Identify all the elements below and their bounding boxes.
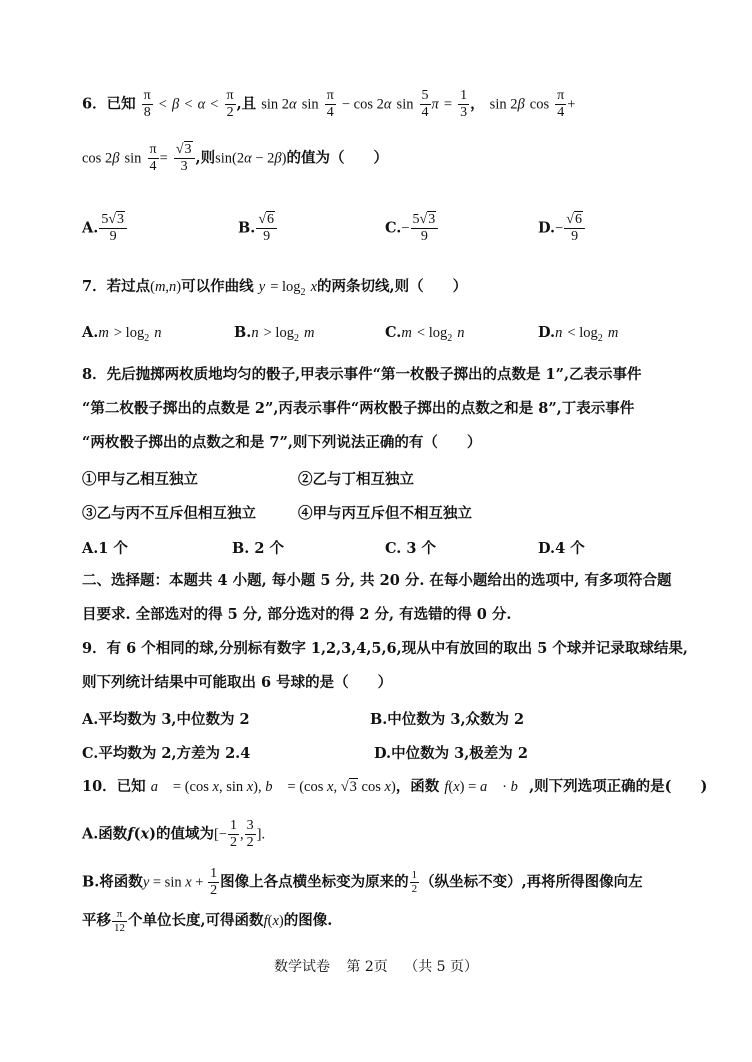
q6-option-b[interactable]: B. $\frac{√6}{9}$: [238, 212, 278, 245]
section2-line2: 目要求. 全部选对的得 5 分, 部分选对的得 2 分, 有选错的得 0 分.: [82, 606, 512, 623]
footer-total: （共 5 页）: [404, 959, 479, 975]
q8-option-a[interactable]: A.1 个: [82, 540, 128, 557]
fraction: $\frac{\pi}{8}$: [143, 88, 151, 121]
q8-option-d[interactable]: D.4 个: [538, 540, 585, 557]
fraction: $\frac{1}{2}$: [229, 818, 237, 851]
q10-option-a[interactable]: A.函数f(x)的值域为[− $\frac{1}{2}$ , $\frac{3}{2}$ ].: [82, 818, 266, 851]
q8-statement-2: ②乙与丁相互独立: [298, 471, 414, 488]
page-footer: [0, 956, 752, 976]
q8-option-c[interactable]: C. 3 个: [385, 540, 437, 557]
q8-line3: “两枚骰子掷出的点数之和是 7”,则下列说法正确的有（ ）: [82, 434, 482, 451]
q9-option-a[interactable]: A.平均数为 3,中位数为 2: [82, 711, 250, 728]
fraction: $\frac{\pi}{4}$: [557, 88, 565, 121]
q6-line1: 6．已知 $\frac{\pi}{8}$ < β < α < $\frac{\pi}{2}$ ,且 sin 2α sin $\frac{\pi}{4}$ − cos 2α sin $\frac{5}{4}$ π = $\frac{1}{3}$ ， sin 2β cos $\frac{\pi}{4}$ +: [82, 88, 576, 121]
q7-option-a[interactable]: $A.m > \log_2 n$: [82, 324, 162, 344]
q7-option-d[interactable]: $D.n < \log_2 m$: [538, 324, 619, 344]
q9-line1: 9．有 6 个相同的球,分别标有数字 1,2,3,4,5,6,现从中有放回的取出 5 个球并记录取球结果,: [82, 640, 688, 657]
q10-option-b-line2: 平移 $\frac{\pi}{12}$ 个单位长度,可得函数f(x)的图像.: [82, 908, 333, 934]
fraction: $\frac{√6}{9}$: [564, 212, 585, 245]
fraction: $\frac{5}{4}$: [421, 88, 429, 121]
q10-option-b-line1[interactable]: B.将函数y = sin x + $\frac{1}{2}$ 图像上各点横坐标变为原来的 $\frac{1}{2}$ （纵坐标不变）,再将所得图像向左: [82, 866, 643, 899]
q6-number: 6．: [82, 95, 107, 113]
section2-line1: 二、选择题：本题共 4 小题, 每小题 5 分, 共 20 分. 在每小题给出的选项中, 有多项符合题: [82, 572, 672, 589]
fraction: $\frac{1}{2}$: [210, 866, 218, 899]
footer-subject: 数学试卷: [273, 959, 330, 975]
q8-option-b[interactable]: B. 2 个: [232, 540, 284, 557]
fraction: $\frac{1}{2}$: [411, 869, 418, 896]
q6-option-c[interactable]: C.− $\frac{5√3}{9}$: [385, 212, 439, 245]
q7-stem: 7．若过点(m,n)可以作曲线 $y = \log_2 x$的两条切线,则（ ）: [82, 278, 468, 298]
footer-page: 第 2页: [346, 959, 388, 975]
q8-statement-1: ①甲与乙相互独立: [82, 471, 198, 488]
q8-statement-4: ④甲与丙互斥但不相互独立: [298, 505, 472, 522]
fraction: $\frac{√3}{3}$: [174, 142, 195, 175]
q6-option-a[interactable]: A. $\frac{5√3}{9}$: [82, 212, 128, 245]
fraction: $\frac{5√3}{9}$: [99, 212, 127, 245]
q10-stem: 10．已知 a⃗ = (cos x, sin x), b⃗ = (cos x, √3 cos x)，函数 f(x) = a⃗ · b⃗,则下列选项正确的是( ): [82, 778, 708, 795]
q6-option-d[interactable]: D.− $\frac{√6}{9}$: [538, 212, 586, 245]
fraction: $\frac{√6}{9}$: [256, 212, 277, 245]
q6-line2: cos 2β sin $\frac{\pi}{4}$ = $\frac{√3}{3}$ ,则sin(2α − 2β)的值为（ ）: [82, 142, 388, 175]
q7-option-b[interactable]: $B.n > \log_2 m$: [234, 324, 315, 344]
q8-statement-3: ③乙与丙不互斥但相互独立: [82, 505, 256, 522]
fraction: $\frac{5√3}{9}$: [411, 212, 439, 245]
fraction: $\frac{\pi}{12}$: [114, 908, 125, 934]
q8-line1: 8．先后抛掷两枚质地均匀的骰子,甲表示事件“第一枚骰子掷出的点数是 1”,乙表示事件: [82, 366, 642, 383]
q7-option-c[interactable]: $C.m < \log_2 n$: [385, 324, 465, 344]
q9-option-b[interactable]: B.中位数为 3,众数为 2: [370, 711, 525, 728]
fraction: $\frac{\pi}{2}$: [226, 88, 234, 121]
fraction: $\frac{\pi}{4}$: [326, 88, 334, 121]
fraction: $\frac{3}{2}$: [246, 818, 254, 851]
q9-line2: 则下列统计结果中可能取出 6 号球的是（ ）: [82, 674, 393, 691]
q8-line2: “第二枚骰子掷出的点数是 2”,丙表示事件“两枚骰子掷出的点数之和是 8”,丁表示事件: [82, 400, 635, 417]
q9-option-c[interactable]: C.平均数为 2,方差为 2.4: [82, 745, 251, 762]
fraction: $\frac{1}{3}$: [460, 88, 468, 121]
fraction: $\frac{\pi}{4}$: [149, 142, 157, 175]
q9-option-d[interactable]: D.中位数为 3,极差为 2: [374, 745, 528, 762]
